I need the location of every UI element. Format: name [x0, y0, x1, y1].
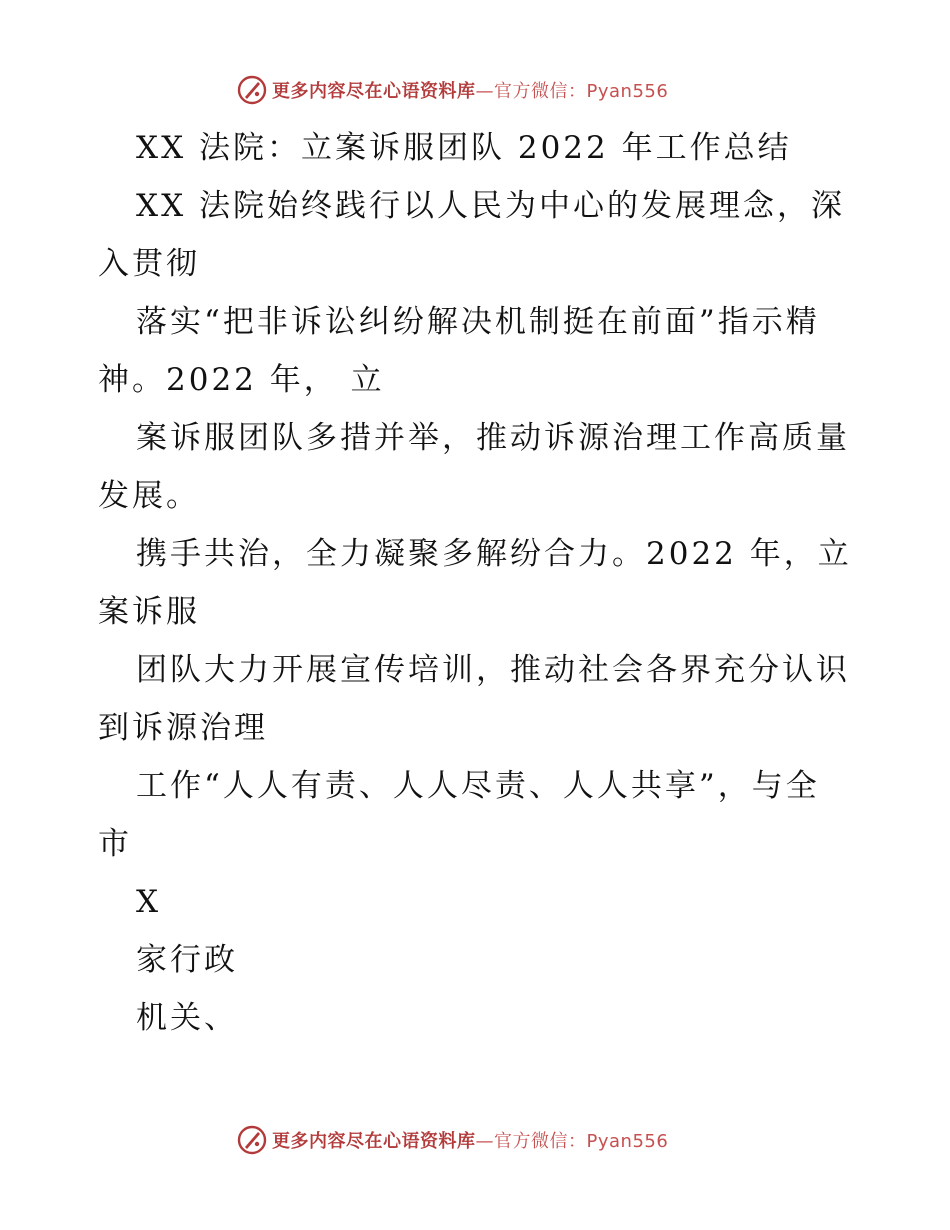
- paragraph-line: 家行政: [136, 942, 238, 978]
- watermark-text: [272, 1127, 668, 1153]
- paragraph-line: 携手共治，全力凝聚多解纷合力。2022 年，立: [136, 536, 852, 572]
- quill-logo-icon: [236, 74, 268, 106]
- quill-logo-icon: [236, 1124, 268, 1156]
- paragraph-line: 工作“人人有责、人人尽责、人人共享”，与全: [136, 768, 820, 804]
- watermark-main: 更多内容尽在心语资料库: [272, 81, 476, 102]
- footer-watermark: [236, 1122, 668, 1158]
- paragraph-line: 到诉源治理: [98, 710, 268, 746]
- paragraph-line: 机关、: [136, 1000, 238, 1036]
- paragraph-line: 市: [98, 826, 132, 862]
- watermark-main: 更多内容尽在心语资料库: [272, 1131, 476, 1152]
- paragraph-line: 团队大力开展宣传培训，推动社会各界充分认识: [136, 652, 850, 688]
- paragraph-line: X: [136, 884, 162, 920]
- watermark-text: [272, 77, 668, 103]
- document-title: XX 法院：立案诉服团队 2022 年工作总结: [136, 130, 792, 166]
- watermark-sub: —官方微信：Pyan556: [475, 81, 669, 102]
- paragraph-line: 案诉服: [98, 594, 200, 630]
- paragraph-line: 落实“把非诉讼纠纷解决机制挺在前面”指示精: [136, 304, 820, 340]
- watermark-sub: —官方微信：Pyan556: [475, 1131, 669, 1152]
- paragraph-line: 神。2022 年， 立: [98, 362, 385, 398]
- paragraph-line: XX 法院始终践行以人民为中心的发展理念，深: [136, 188, 845, 224]
- paragraph-line: 入贯彻: [98, 246, 200, 282]
- paragraph-line: 发展。: [98, 478, 200, 514]
- header-watermark: [236, 72, 668, 108]
- paragraph-line: 案诉服团队多措并举，推动诉源治理工作高质量: [136, 420, 850, 456]
